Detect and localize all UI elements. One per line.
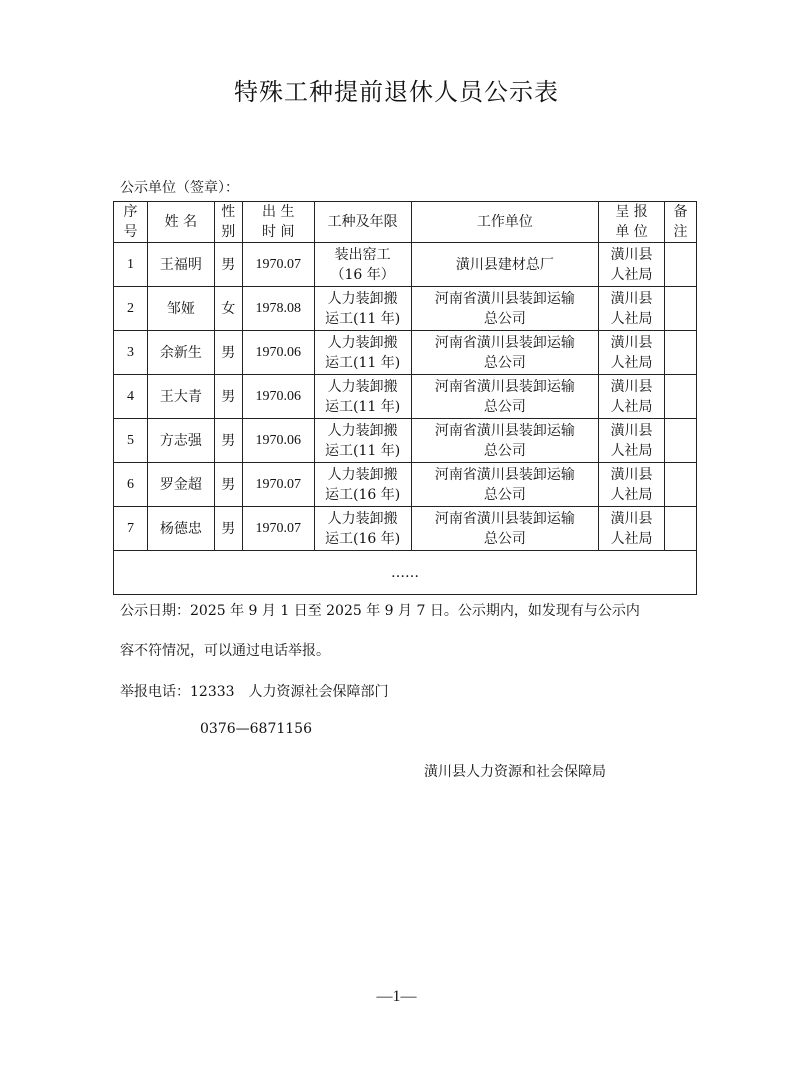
cell-report-unit: 潢川县 人社局 [599,507,665,551]
hotline-phone: 0376—6871156 [200,721,312,737]
cell-birth: 1970.06 [242,419,314,463]
cell-birth: 1970.06 [242,331,314,375]
cell-workplace: 河南省潢川县装卸运输 总公司 [411,375,599,419]
cell-seq: 6 [114,463,148,507]
table-header-row [114,202,697,243]
cell-birth: 1970.06 [242,375,314,419]
cell-job: 人力装卸搬 运工(11 年) [314,287,411,331]
cell-name: 余新生 [147,331,214,375]
header-seq: 序 号 [114,202,148,243]
cell-seq: 1 [114,243,148,287]
cell-job: 人力装卸搬 运工(11 年) [314,419,411,463]
cell-note [665,463,697,507]
cell-workplace: 河南省潢川县装卸运输 总公司 [411,287,599,331]
cell-name: 邹娅 [147,287,214,331]
table-row [114,463,697,507]
header-workplace: 工作单位 [411,202,599,243]
cell-report-unit: 潢川县 人社局 [599,375,665,419]
cell-job: 人力装卸搬 运工(16 年) [314,463,411,507]
header-birth: 出 生 时 间 [242,202,314,243]
cell-note [665,375,697,419]
header-job: 工种及年限 [314,202,411,243]
header-name: 姓 名 [147,202,214,243]
cell-workplace: 河南省潢川县装卸运输 总公司 [411,507,599,551]
header-note: 备 注 [665,202,697,243]
issuer-signature: 潢川县人力资源和社会保障局 [424,764,606,780]
cell-report-unit: 潢川县 人社局 [599,463,665,507]
notice-line-2: 容不符情况，可以通过电话举报。 [120,643,330,659]
cell-birth: 1970.07 [242,507,314,551]
publicity-unit-label: 公示单位（签章）： [120,180,239,196]
cell-birth: 1978.08 [242,287,314,331]
cell-seq: 2 [114,287,148,331]
cell-birth: 1970.07 [242,243,314,287]
retirement-table [113,201,697,595]
cell-name: 罗金超 [147,463,214,507]
cell-report-unit: 潢川县 人社局 [599,243,665,287]
cell-gender: 男 [214,463,242,507]
cell-report-unit: 潢川县 人社局 [599,331,665,375]
table-row [114,287,697,331]
cell-gender: 男 [214,507,242,551]
cell-birth: 1970.07 [242,463,314,507]
page-title: 特殊工种提前退休人员公示表 [234,78,559,106]
cell-seq: 5 [114,419,148,463]
cell-note [665,331,697,375]
cell-name: 方志强 [147,419,214,463]
cell-report-unit: 潢川县 人社局 [599,419,665,463]
table-row [114,243,697,287]
cell-name: 王大青 [147,375,214,419]
cell-job: 装出窑工 （16 年） [314,243,411,287]
hotline-label: 举报电话：12333 人力资源社会保障部门 [120,684,389,700]
cell-gender: 男 [214,243,242,287]
cell-note [665,507,697,551]
cell-gender: 女 [214,287,242,331]
header-report-unit: 呈 报 单 位 [599,202,665,243]
header-gender: 性 别 [214,202,242,243]
cell-workplace: 潢川县建材总厂 [411,243,599,287]
cell-seq: 7 [114,507,148,551]
cell-job: 人力装卸搬 运工(11 年) [314,375,411,419]
cell-note [665,243,697,287]
cell-seq: 3 [114,331,148,375]
cell-name: 杨德忠 [147,507,214,551]
table-row [114,507,697,551]
cell-name: 王福明 [147,243,214,287]
ellipsis-cell: …… [114,551,697,595]
cell-report-unit: 潢川县 人社局 [599,287,665,331]
page-number: —1— [376,988,417,1005]
table-ellipsis-row [114,551,697,595]
cell-job: 人力装卸搬 运工(16 年) [314,507,411,551]
cell-job: 人力装卸搬 运工(11 年) [314,331,411,375]
cell-workplace: 河南省潢川县装卸运输 总公司 [411,463,599,507]
cell-gender: 男 [214,375,242,419]
cell-gender: 男 [214,419,242,463]
table-row [114,375,697,419]
cell-workplace: 河南省潢川县装卸运输 总公司 [411,419,599,463]
notice-line-1: 公示日期：2025 年 9 月 1 日至 2025 年 9 月 7 日。公示期内，如发现有与公示内 [120,603,640,619]
cell-workplace: 河南省潢川县装卸运输 总公司 [411,331,599,375]
table-row [114,331,697,375]
cell-note [665,287,697,331]
cell-seq: 4 [114,375,148,419]
cell-gender: 男 [214,331,242,375]
table-row [114,419,697,463]
cell-note [665,419,697,463]
